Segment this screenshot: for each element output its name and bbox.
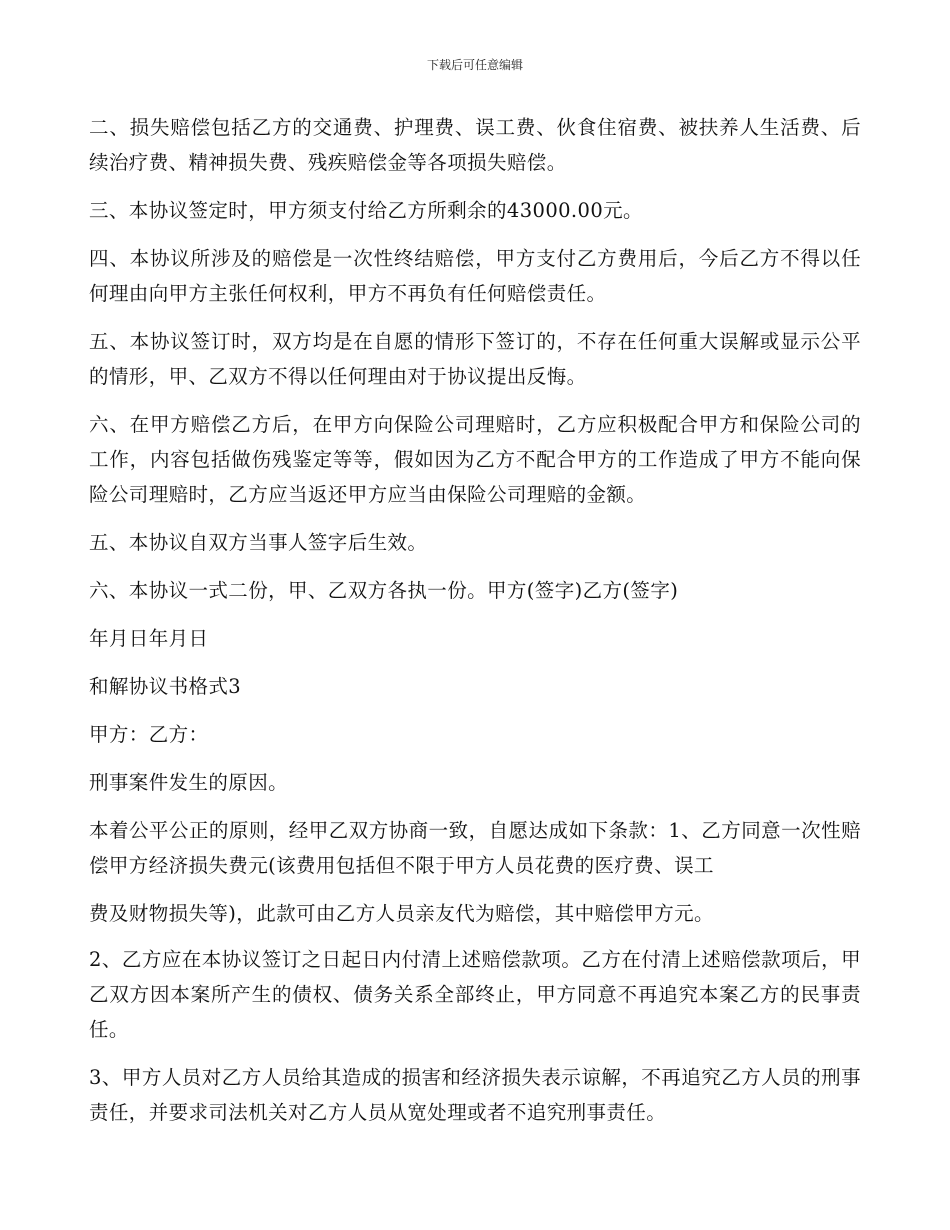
paragraph-principle-terms: 本着公平公正的原则，经甲乙双方协商一致，自愿达成如下条款：1、乙方同意一次性赔偿甲方经济损失费元(该费用包括但不限于甲方人员花费的医疗费、误工 [89, 819, 861, 877]
paragraph-insurance-claim: 六、在甲方赔偿乙方后，在甲方向保险公司理赔时，乙方应积极配合甲方和保险公司的工作，内容包括做伤残鉴定等等，假如因为乙方不配合甲方的工作造成了甲方不能向保险公司理赔时，乙方应当返还甲方应当由保险公司理赔的金额。 [89, 413, 861, 506]
paragraph-parties: 甲方：乙方： [89, 723, 209, 746]
paragraph-compensation-items: 二、损失赔偿包括乙方的交通费、护理费、误工费、伙食住宿费、被扶养人生活费、后续治疗费、精神损失费、残疾赔偿金等各项损失赔偿。 [89, 116, 861, 174]
paragraph-remaining-payment: 三、本协议签定时，甲方须支付给乙方所剩余的43000.00元。 [89, 199, 643, 222]
paragraph-copies-signature: 六、本协议一式二份，甲、乙双方各执一份。甲方(签字)乙方(签字) [89, 579, 679, 602]
paragraph-format-title: 和解协议书格式3 [89, 675, 242, 698]
paragraph-term-3: 3、甲方人员对乙方人员给其造成的损害和经济损失表示谅解，不再追究乙方人员的刑事责任，并要求司法机关对乙方人员从宽处理或者不追究刑事责任。 [89, 1066, 861, 1124]
paragraph-term-2: 2、乙方应在本协议签订之日起日内付清上述赔偿款项。乙方在付清上述赔偿款项后，甲乙双方因本案所产生的债权、债务关系全部终止，甲方同意不再追究本案乙方的民事责任。 [89, 948, 861, 1041]
page-header: 下载后可任意编辑 [426, 58, 523, 72]
document-body [89, 110, 861, 1143]
paragraph-principle-terms-continued: 费及财物损失等)，此款可由乙方人员亲友代为赔偿，其中赔偿甲方元。 [89, 902, 714, 925]
paragraph-date-line: 年月日年月日 [89, 627, 209, 650]
paragraph-final-settlement: 四、本协议所涉及的赔偿是一次性终结赔偿，甲方支付乙方费用后，今后乙方不得以任何理由向甲方主张任何权利，甲方不再负有任何赔偿责任。 [89, 247, 861, 305]
paragraph-voluntary-signing: 五、本协议签订时，双方均是在自愿的情形下签订的，不存在任何重大误解或显示公平的情形，甲、乙双方不得以任何理由对于协议提出反悔。 [89, 330, 861, 388]
paragraph-effective-date: 五、本协议自双方当事人签字后生效。 [89, 531, 428, 554]
paragraph-case-cause: 刑事案件发生的原因。 [89, 771, 289, 794]
